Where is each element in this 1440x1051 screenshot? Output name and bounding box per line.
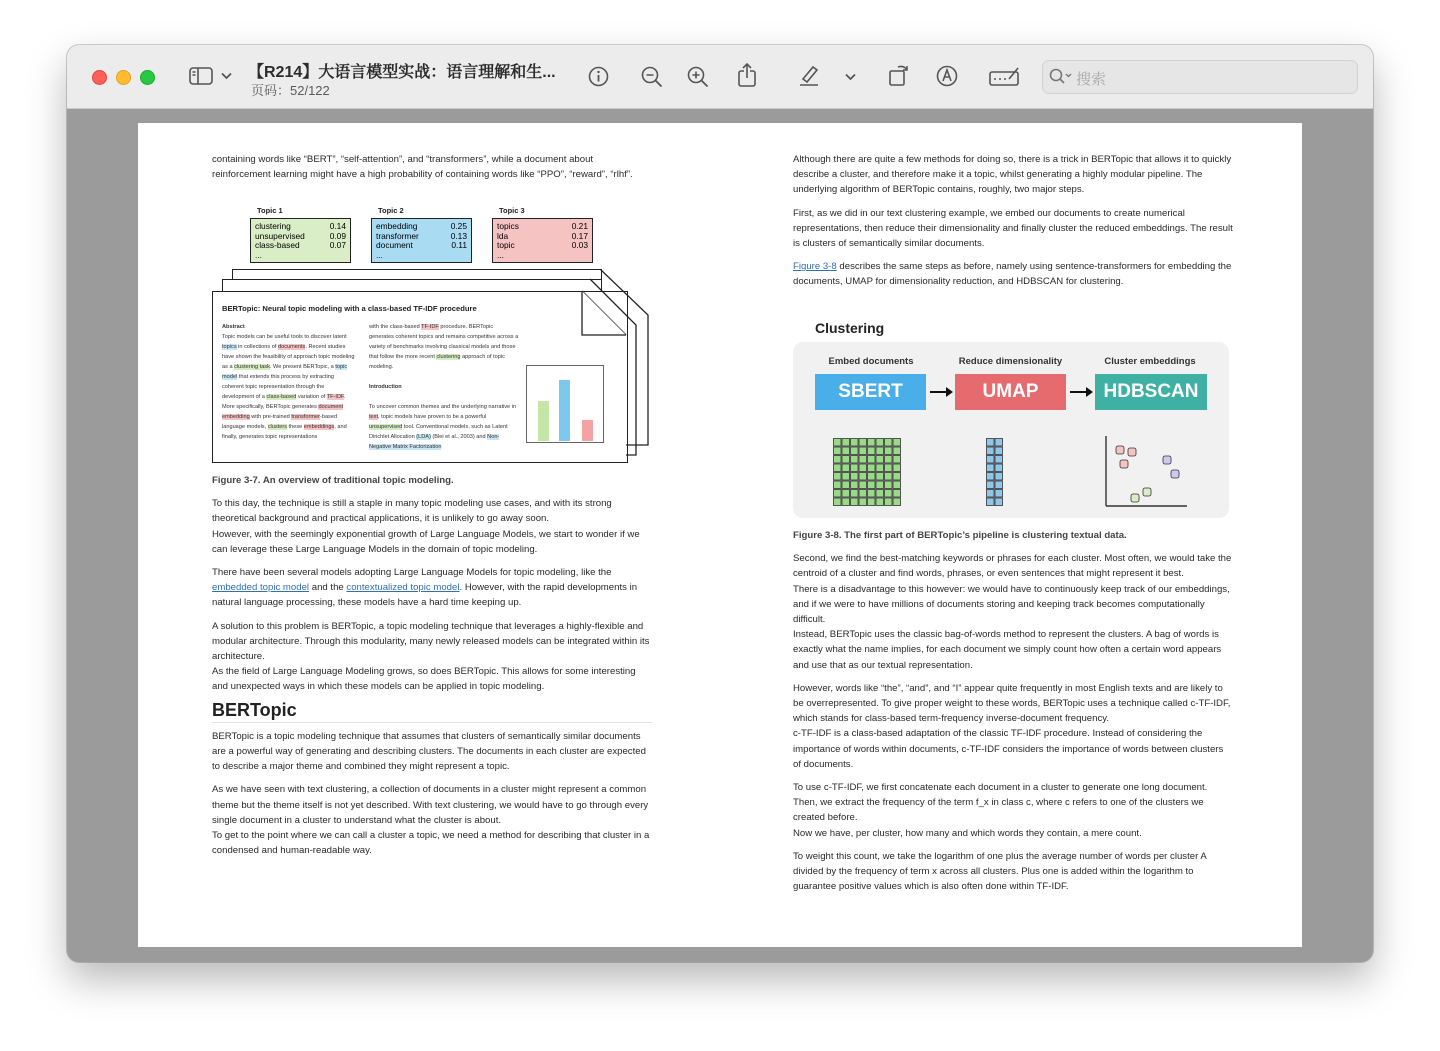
- matrix-cell: [851, 473, 859, 481]
- matrix-cell: [851, 447, 859, 455]
- abstract-lines: Topic models can be useful tools to discover latent topics in collections of documents. Recent studies have shown the feasibility of approach topic modeling as a clustering task. We present BERTopic, a topic model that extends this process by extracting coherent topic representation through the development of a class-based variation of TF-IDF. More specifically, BERTopic generates document embedding with pre-trained transformer-based language models, clusters these embeddings, and finally, generates topic representations: [222, 334, 355, 440]
- reduce-dimensionality-label: Reduce dimensionality: [958, 356, 1063, 367]
- pdf-page-spread: [138, 123, 1302, 947]
- clustering-title: Clustering: [815, 320, 885, 336]
- matrix-cell: [859, 439, 867, 447]
- paragraph-bertopic-def: BERTopic is a topic modeling technique that assumes that clusters of semantically similar documents are a powerful way of generating and describing clusters. The documents in each cluster are expected to describe a major theme and combined they might represent a topic.: [212, 730, 646, 773]
- paragraph-solution: A solution to this problem is BERTopic, a topic modeling technique that leverages a highly-flexible and modular architecture. Through this modularity, many newly released models can be integrated within its architecture.: [212, 620, 650, 663]
- matrix-cell: [868, 464, 876, 472]
- matrix-cell: [885, 490, 893, 498]
- paragraph-logarithm: To weight this count, we take the logarithm of one plus the average number of words per cluster A divided by the frequency of term x across all clusters. Plus one is added within the logarithm to guarantee positive values which is also often done within TF-IDF.: [793, 850, 1207, 893]
- topic3-box: topics 0.21 lda 0.17 topic 0.03 ...: [492, 218, 593, 263]
- paragraph-trick: Although there are quite a few methods for doing so, there is a trick in BERTopic that allows it to quickly describe a cluster, and therefore make it a topic, whilst generating a highly modular pipeline. The underlying algorithm of BERTopic contains, roughly, two major steps.: [793, 154, 1232, 196]
- matrix-cell: [885, 473, 893, 481]
- matrix-cell: [893, 464, 901, 472]
- right-column: [793, 152, 1233, 298]
- matrix-cell: [893, 490, 901, 498]
- matrix-cell: [868, 447, 876, 455]
- intro-paragraph: containing words like “BERT”, “self-attention”, and “transformers”, while a document about reinforcement learning might have a high probability of containing words like “PPO”, “reward”, “rlhf”.: [212, 154, 633, 181]
- matrix-cell: [987, 490, 995, 498]
- left-column: [212, 152, 652, 190]
- highlighter-icon[interactable]: [798, 64, 820, 86]
- introduction-lines: To uncover common themes and the underlying narrative in text, topic models have proven to be a powerful unsupervised tool. Conventional models, such as Latent Dirichlet Allocation (LDA) (Blei et al., 2003) and Non-Negative Matrix Factorization: [369, 404, 517, 450]
- page-indicator: 页码：52/122: [251, 83, 330, 98]
- rotate-icon[interactable]: [888, 63, 910, 87]
- matrix-cell: [842, 481, 850, 489]
- matrix-cell: [834, 473, 842, 481]
- paragraph-staple: To this day, the technique is still a staple in many topic modeling use cases, and with its strong theoretical background and practical applications, it is unlikely to go away soon.: [212, 498, 612, 525]
- matrix-cell: [851, 439, 859, 447]
- paper-stack-edges: [212, 269, 652, 469]
- matrix-cell: [995, 490, 1003, 498]
- matrix-cell: [987, 481, 995, 489]
- preview-window: [67, 45, 1373, 962]
- paragraph-text-clustering: As we have seen with text clustering, a collection of documents in a cluster might represent a common theme but the theme itself is not yet described. With text clustering, we would have to go through every single document in a cluster to understand what the cluster is about.: [212, 784, 649, 826]
- matrix-cell: [876, 464, 884, 472]
- close-window-button[interactable]: [92, 70, 107, 85]
- paragraph-ctfidf-def: c-TF-IDF is a class-based adaptation of the classic TF-IDF procedure. Instead of considering the importance of words within documents, c-TF-IDF considers the importance of words between clusters of documents.: [793, 728, 1224, 770]
- search-placeholder: 搜索: [1076, 71, 1107, 88]
- bertopic-heading: BERTopic: [212, 703, 652, 723]
- introduction-heading: Introduction: [369, 384, 402, 390]
- matrix-cell: [885, 464, 893, 472]
- matrix-cell: [995, 439, 1003, 447]
- matrix-cell: [893, 439, 901, 447]
- abstract-heading: Abstract: [222, 324, 245, 330]
- matrix-cell: [842, 439, 850, 447]
- paragraph-concatenate: To use c-TF-IDF, we first concatenate each document in a cluster to generate one long document. Then, we extract the frequency of the term f_x in class c, where c refers to one of the clusters we created before.: [793, 782, 1208, 824]
- share-icon[interactable]: [737, 63, 757, 87]
- maximize-window-button[interactable]: [140, 70, 155, 85]
- matrix-cell: [859, 456, 867, 464]
- matrix-cell: [885, 447, 893, 455]
- paragraph-mere-count: Now we have, per cluster, how many and which words they contain, a mere count.: [793, 827, 1142, 839]
- matrix-cell: [834, 456, 842, 464]
- matrix-cell: [834, 464, 842, 472]
- topic3-label: Topic 3: [499, 206, 525, 215]
- arrow-icon: [927, 384, 955, 400]
- sbert-box: SBERT: [815, 374, 926, 410]
- embed-documents-label: Embed documents: [828, 356, 914, 367]
- matrix-cell: [868, 490, 876, 498]
- paragraph-condensed: To get to the point where we can call a cluster a topic, we need a method for describing that cluster in a condensed and human-readable way.: [212, 830, 650, 857]
- cluster-scatter-icon: [1103, 436, 1187, 508]
- matrix-cell: [876, 447, 884, 455]
- matrix-cell: [995, 464, 1003, 472]
- matrix-cell: [834, 498, 842, 506]
- matrix-cell: [842, 464, 850, 472]
- matrix-cell: [859, 481, 867, 489]
- matrix-cell: [885, 456, 893, 464]
- chevron-down-icon[interactable]: [845, 73, 856, 81]
- topic2-label: Topic 2: [378, 206, 404, 215]
- matrix-cell: [859, 473, 867, 481]
- chevron-down-icon[interactable]: [221, 72, 232, 80]
- matrix-cell: [893, 473, 901, 481]
- embedded-topic-model-link[interactable]: embedded topic model: [212, 582, 310, 594]
- paragraph-second-step: Second, we find the best-matching keywords or phrases for each cluster. Most often, we would take the centroid of a cluster and find words, phrases, or even sentences that might represent it best.: [793, 553, 1232, 580]
- matrix-cell: [851, 498, 859, 506]
- topic1-label: Topic 1: [257, 206, 283, 215]
- matrix-cell: [876, 456, 884, 464]
- matrix-cell: [842, 490, 850, 498]
- matrix-cell: [851, 456, 859, 464]
- matrix-cell: [859, 447, 867, 455]
- matrix-cell: [834, 490, 842, 498]
- paragraph-bag-of-words: Instead, BERTopic uses the classic bag-of-words method to represent the clusters. A bag of words is exactly what the name implies, for each document we simply count how often a certain word appears and use that as our textual representation.: [793, 629, 1222, 671]
- right-column-body: [793, 528, 1233, 902]
- matrix-cell: [868, 481, 876, 489]
- matrix-cell: [868, 439, 876, 447]
- matrix-cell: [868, 456, 876, 464]
- matrix-cell: [987, 439, 995, 447]
- matrix-cell: [995, 481, 1003, 489]
- zoom-in-icon[interactable]: [687, 66, 709, 88]
- paragraph-disadvantage: There is a disadvantage to this however: we would have to continuously keep track of our embeddings, and if we were to have millions of documents storing and keeping track becomes computationally difficult.: [793, 583, 1230, 626]
- arrow-icon: [1067, 384, 1095, 400]
- title-bar: [67, 45, 1373, 109]
- matrix-cell: [834, 481, 842, 489]
- matrix-cell: [885, 481, 893, 489]
- sidebar-icon[interactable]: [189, 67, 213, 85]
- matrix-cell: [851, 490, 859, 498]
- paragraph-field-grows: As the field of Large Language Modeling grows, so does BERTopic. This allows for some interesting and unexpected ways in which these models can be applied in topic modeling.: [212, 666, 636, 693]
- matrix-cell: [842, 456, 850, 464]
- matrix-cell: [842, 498, 850, 506]
- paragraph-first-step: First, as we did in our text clustering example, we embed our documents to create numerical representations, then reduce their dimensionality and finally cluster the reduced embeddings. The result is clusters of semantically similar documents.: [793, 207, 1233, 250]
- hdbscan-box: HDBSCAN: [1095, 374, 1207, 410]
- matrix-cell: [995, 456, 1003, 464]
- matrix-cell: [995, 473, 1003, 481]
- matrix-cell: [834, 439, 842, 447]
- figure-3-7: [212, 203, 652, 483]
- matrix-cell: [868, 473, 876, 481]
- matrix-cell: [851, 481, 859, 489]
- matrix-cell: [893, 456, 901, 464]
- matrix-cell: [842, 447, 850, 455]
- topic1-box: clustering 0.14 unsupervised 0.09 class-based 0.07 ...: [250, 218, 351, 263]
- left-column-body: [212, 473, 652, 866]
- matrix-cell: [987, 447, 995, 455]
- topic2-box: embedding 0.25 transformer 0.13 document 0.11 ...: [371, 218, 472, 263]
- umap-box: UMAP: [955, 374, 1066, 410]
- search-icon: [1049, 68, 1073, 85]
- matrix-cell: [859, 498, 867, 506]
- matrix-cell: [834, 447, 842, 455]
- figure-3-7-caption: Figure 3-7. An overview of traditional topic modeling.: [212, 475, 454, 486]
- matrix-cell: [995, 447, 1003, 455]
- zoom-out-icon[interactable]: [641, 66, 663, 88]
- search-field[interactable]: [1042, 60, 1358, 94]
- paragraph-figure-ref: Figure 3-8 describes the same steps as before, namely using sentence-transformers for embedding the documents, UMAP for dimensionality reduction, and HDBSCAN for clustering.: [793, 261, 1232, 288]
- matrix-cell: [995, 498, 1003, 506]
- markup-icon[interactable]: [936, 65, 958, 87]
- matrix-cell: [893, 481, 901, 489]
- matrix-cell: [868, 498, 876, 506]
- matrix-cell: [842, 473, 850, 481]
- minimize-window-button[interactable]: [116, 70, 131, 85]
- cluster-embeddings-label: Cluster embeddings: [1104, 356, 1196, 367]
- paragraph-models: There have been several models adopting Large Language Models for topic modeling, like the embedded topic model and the contextualized topic model. However, with the rapid developments in natural language processing, these models have a hard time keeping up.: [212, 567, 638, 609]
- matrix-cell: [885, 439, 893, 447]
- figure-3-8-link[interactable]: Figure 3-8: [793, 261, 837, 273]
- matrix-cell: [876, 481, 884, 489]
- figure-3-8: [793, 318, 1233, 523]
- matrix-cell: [876, 490, 884, 498]
- matrix-cell: [987, 498, 995, 506]
- matrix-cell: [893, 447, 901, 455]
- form-fill-icon[interactable]: [989, 65, 1021, 87]
- matrix-cell: [851, 464, 859, 472]
- matrix-cell: [859, 490, 867, 498]
- info-icon[interactable]: [588, 66, 609, 87]
- paragraph-overrepresented: However, words like “the”, “and”, and “I” appear quite frequently in most English texts and are likely to be overrepresented. To give proper weight to these words, BERTopic uses a technique called c-TF-IDF, which stands for class-based term-frequency inverse-document frequency.: [793, 682, 1231, 725]
- matrix-cell: [859, 464, 867, 472]
- contextualized-topic-model-link[interactable]: contextualized topic model: [346, 582, 460, 594]
- reduced-matrix-icon: [986, 438, 1016, 506]
- matrix-cell: [876, 473, 884, 481]
- matrix-cell: [987, 473, 995, 481]
- matrix-cell: [987, 464, 995, 472]
- matrix-cell: [987, 456, 995, 464]
- matrix-cell: [876, 439, 884, 447]
- paper-title: BERTopic: Neural topic modeling with a class-based TF-IDF procedure: [222, 304, 477, 313]
- document-title: 【R214】大语言模型实战：语言理解和生...: [248, 64, 556, 81]
- embedding-matrix-icon: [833, 438, 901, 506]
- matrix-cell: [885, 498, 893, 506]
- paragraph-llm-growth: However, with the seemingly exponential growth of Large Language Models, we start to wonder if we can leverage these Large Language Models in the domain of topic modeling.: [212, 528, 640, 555]
- matrix-cell: [876, 498, 884, 506]
- abstract-lines-right: with the class-based TF-IDF procedure. BERTopic generates coherent topics and remains competitive across a variety of benchmarks involving classical models and those that follow the more recent clustering approach of topic modeling.: [369, 324, 519, 370]
- figure-3-8-caption: Figure 3-8. The first part of BERTopic’s pipeline is clustering textual data.: [793, 530, 1127, 541]
- matrix-cell: [893, 498, 901, 506]
